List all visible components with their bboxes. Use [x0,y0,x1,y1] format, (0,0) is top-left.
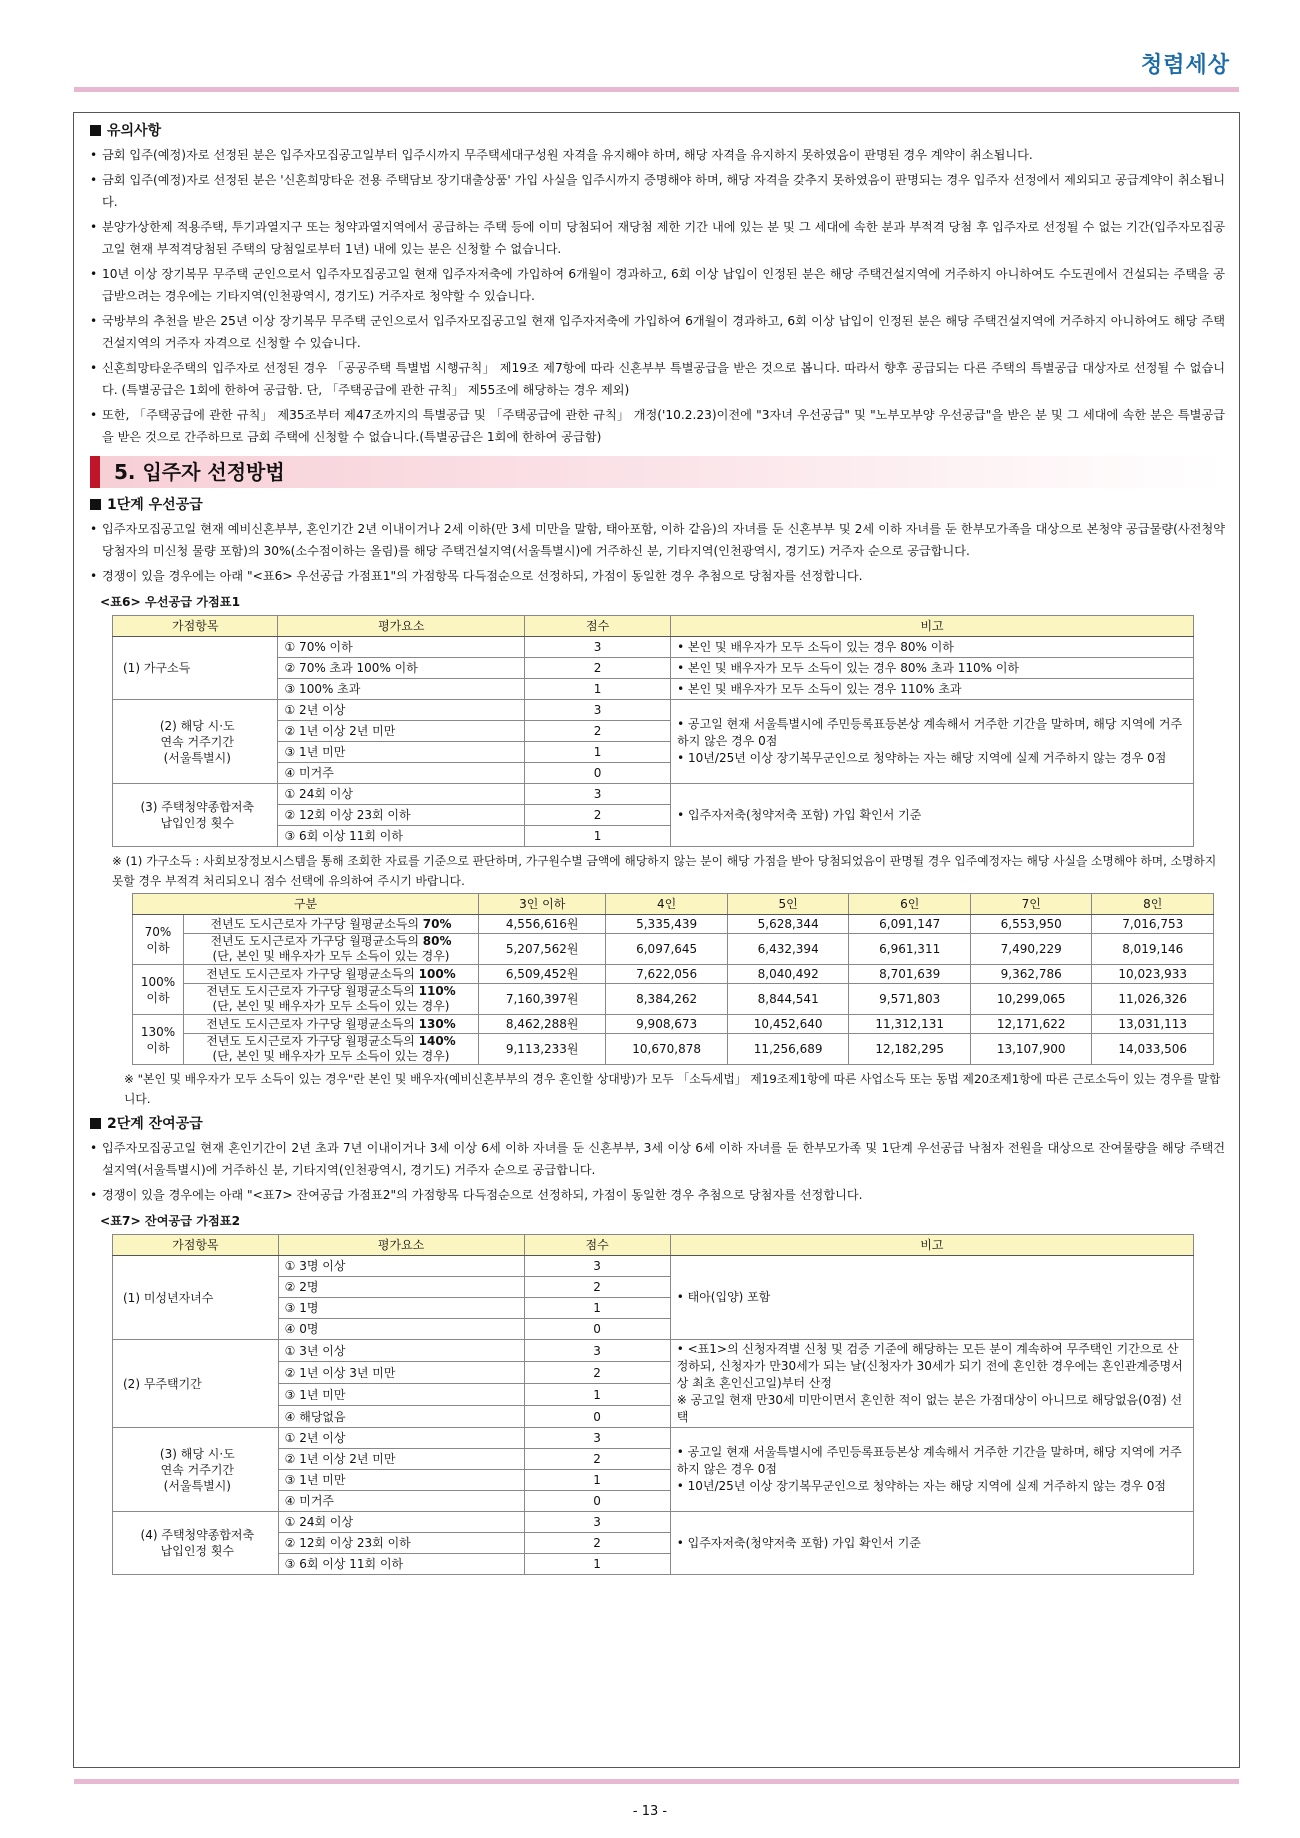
criterion: ① 3년 이상 [278,1340,524,1362]
section-mark [90,456,100,488]
table-row [133,965,1214,984]
income-value: 8,701,639 [849,965,971,984]
criterion: ② 12회 이상 23회 이하 [278,805,525,826]
income-value: 6,097,645 [606,934,728,965]
income-value: 6,091,147 [849,915,971,934]
income-value: 12,171,622 [970,1015,1092,1034]
criterion: ③ 100% 초과 [278,679,525,700]
stage2-heading [90,1113,1225,1135]
table-row [113,1512,1194,1533]
remark: • 공고일 현재 서울특별시에 주민등록표등본상 계속해서 거주한 기간을 말하며, 해당 지역에 거주하지 않은 경우 0점 • 10년/25년 이상 장기복무군인으로 청약하는 자는 해당 지역에 실제 거주하지 않는 경우 0점 [671,700,1194,784]
column-header: 7인 [970,894,1092,915]
score: 3 [524,1340,670,1362]
income-criterion [184,1034,479,1065]
square-bullet-icon [90,125,101,136]
bullet-item: • 입주자모집공고일 현재 예비신혼부부, 혼인기간 2년 이내이거나 2세 이하(만 3세 미만을 말함, 태아포함, 이하 같음)의 자녀를 둔 신혼부부 및 2세 이하 자녀를 둔 한부모가족을 대상으로 본청약 공급물량(사전청약 당첨자의 미신청 물량 포함)의 30%(소수점이하는 올림)를 해당 주택건설지역(서울특별시)에 거주하신 분, 기타지역(인천광역시, 경기도) 거주자 순으로 공급합니다. [90,518,1225,562]
stage1-title: 1단계 우선공급 [107,497,203,513]
score: 0 [524,1319,670,1340]
income-value: 7,016,753 [1092,915,1214,934]
bullet-item: • 분양가상한제 적용주택, 투기과열지구 또는 청약과열지역에서 공급하는 주택 등에 이미 당첨되어 재당첨 제한 기간 내에 있는 분 및 그 세대에 속한 분과 부적격 당첨 후 입주자로 선정될 수 없는 기간(입주자모집공고일 현재 부적격당첨된 주택의 당첨일로부터 1년) 내에 있는 분은 신청할 수 없습니다. [90,216,1225,260]
bullet-item: • 입주자모집공고일 현재 혼인기간이 2년 초과 7년 이내이거나 3세 이상 6세 이하 자녀를 둔 신혼부부, 3세 이상 6세 이하 자녀를 둔 한부모가족 및 1단계 우선공급 낙첨자 전원을 대상으로 잔여물량을 해당 주택건설지역(서울특별시)에 거주하신 분, 기타지역(인천광역시, 경기도) 거주자 순으로 공급합니다. [90,1137,1225,1181]
criterion: ③ 1년 미만 [278,1384,524,1406]
criterion-sub: (단, 본인 및 배우자가 모두 소득이 있는 경우) [212,999,450,1013]
stage2-list [90,1137,1225,1206]
content [90,118,1225,1575]
criterion: ② 1년 이상 2년 미만 [278,1449,524,1470]
table-row [133,1015,1214,1034]
bullet-item: • 10년 이상 장기복무 무주택 군인으로서 입주자모집공고일 현재 입주자저축에 가입하여 6개월이 경과하고, 6회 이상 납입이 인정된 분은 해당 주택건설지역에 거주하지 아니하여도 수도권에서 건설되는 주택을 공급받으려는 경우에는 기타지역(인천광역시, 경기도) 거주자로 청약할 수 있습니다. [90,263,1225,307]
remark: • 입주자저축(청약저축 포함) 가입 확인서 기준 [670,1512,1193,1575]
logo [1141,48,1230,79]
income-value: 9,362,786 [970,965,1092,984]
income-value: 9,571,803 [849,984,971,1015]
column-header: 가점항목 [113,1235,279,1256]
column-header: 평가요소 [278,1235,524,1256]
income-value: 14,033,506 [1092,1034,1214,1065]
criterion-text: 전년도 도시근로자 가구당 월평균소득의 [210,916,423,931]
income-value: 6,509,452원 [479,965,606,984]
section-header [90,456,1225,488]
income-value: 10,670,878 [606,1034,728,1065]
income-criterion [184,984,479,1015]
income-band: 70% 이하 [133,915,184,965]
criterion-text: 전년도 도시근로자 가구당 월평균소득의 [206,1034,419,1048]
income-value: 6,961,311 [849,934,971,965]
bullet-item: • 신혼희망타운주택의 입주자로 선정된 경우 「공공주택 특별법 시행규칙」 제19조 제7항에 따라 신혼부부 특별공급을 받은 것으로 봅니다. 따라서 향후 공급되는 다른 주택의 특별공급 대상자로 선정될 수 없습니다. (특별공급은 1회에 한하여 공급함. 단, 「주택공급에 관한 규칙」 제55조에 해당하는 경우 제외) [90,357,1225,401]
score: 1 [524,1554,670,1575]
score: 3 [525,637,671,658]
income-value: 9,113,233원 [479,1034,606,1065]
score: 1 [525,826,671,847]
remark: • 본인 및 배우자가 모두 소득이 있는 경우 110% 초과 [671,679,1194,700]
column-header: 평가요소 [278,616,525,637]
criterion-percent: 100% [418,966,456,981]
income-value: 5,335,439 [606,915,728,934]
income-criterion [184,1015,479,1034]
criterion: ④ 0명 [278,1319,524,1340]
income-criterion [184,934,479,965]
stage1-heading [90,494,1225,516]
logo-text: 청렴세상 [1140,53,1230,78]
footer-rule [74,1779,1239,1784]
income-value: 11,256,689 [727,1034,849,1065]
income-value: 12,182,295 [849,1034,971,1065]
score: 0 [525,763,671,784]
bullet-item: • 금회 입주(예정)자로 선정된 분은 '신혼희망타운 전용 주택담보 장기대출상품' 가입 사실을 입주시까지 증명해야 하며, 해당 자격을 갖추지 못하였음이 판명되는 경우 입주자 선정에서 제외되고 공급계약이 취소됩니다. [90,169,1225,213]
income-value: 11,026,326 [1092,984,1214,1015]
bullet-item: • 금회 입주(예정)자로 선정된 분은 입주자모집공고일부터 입주시까지 무주택세대구성원 자격을 유지해야 하며, 해당 자격을 유지하지 못하였음이 판명된 경우 계약이 취소됩니다. [90,144,1225,166]
score: 1 [524,1384,670,1406]
criterion: ③ 1년 미만 [278,1470,524,1491]
bullet-item: • 또한, 「주택공급에 관한 규칙」 제35조부터 제47조까지의 특별공급 및 「주택공급에 관한 규칙」 개정('10.2.23)이전에 "3자녀 우선공급" 및 "노부모부양 우선공급"을 받은 분 및 그 세대에 속한 분은 특별공급을 받은 것으로 간주하므로 금회 주택에 신청할 수 없습니다.(특별공급은 1회에 한하여 공급함) [90,404,1225,448]
criterion: ① 3명 이상 [278,1256,524,1277]
criterion-percent: 70% [422,916,452,931]
income-value: 10,299,065 [970,984,1092,1015]
table-row [113,1340,1194,1362]
score: 2 [525,658,671,679]
criterion-text: 전년도 도시근로자 가구당 월평균소득의 [206,1016,419,1031]
remark: • 입주자저축(청약저축 포함) 가입 확인서 기준 [671,784,1194,847]
score: 0 [524,1491,670,1512]
criterion: ③ 6회 이상 11회 이하 [278,1554,524,1575]
criterion: ② 12회 이상 23회 이하 [278,1533,524,1554]
score-item: (1) 미성년자녀수 [113,1256,279,1340]
score: 2 [524,1449,670,1470]
income-value: 8,040,492 [727,965,849,984]
column-header: 점수 [525,616,671,637]
column-header: 비고 [671,616,1194,637]
score: 0 [524,1406,670,1428]
score-item: (1) 가구소득 [113,637,278,700]
criterion-text: 전년도 도시근로자 가구당 월평균소득의 [206,984,419,998]
column-header: 비고 [670,1235,1193,1256]
criterion: ① 24회 이상 [278,1512,524,1533]
table-row [133,915,1214,934]
criterion-text: 전년도 도시근로자 가구당 월평균소득의 [210,934,423,948]
remark: • <표1>의 신청자격별 신청 및 검증 기준에 해당하는 모든 분이 계속하여 무주택인 기간으로 산정하되, 신청자가 만30세가 되는 날(신청자가 30세가 되기 전에 혼인한 경우에는 혼인관계증명서상 최초 혼인신고일)부터 산정 ※ 공고일 현재 만30세 미만이면서 혼인한 적이 없는 분은 가점대상이 아니므로 해당없음(0점) 선택 [670,1340,1193,1428]
table7 [112,1234,1194,1575]
criterion: ① 70% 이하 [278,637,525,658]
score: 3 [525,700,671,721]
score: 2 [524,1533,670,1554]
score-item: (2) 해당 시·도 연속 거주기간 (서울특별시) [113,700,278,784]
table-row [133,1034,1214,1065]
criterion: ④ 미거주 [278,763,525,784]
table-row [113,1428,1194,1449]
table-row [113,700,1194,721]
income-value: 4,556,616원 [479,915,606,934]
criterion: ② 70% 초과 100% 이하 [278,658,525,679]
table6 [112,615,1194,847]
stage1-list [90,518,1225,587]
table-row [133,984,1214,1015]
bullet-item: • 국방부의 추천을 받은 25년 이상 장기복무 무주택 군인으로서 입주자모집공고일 현재 입주자저축에 가입하여 6개월이 경과하고, 6회 이상 납입이 인정된 분은 해당 주택건설지역에 거주하지 아니하여도 해당 주택건설지역의 거주자 자격으로 신청할 수 있습니다. [90,310,1225,354]
column-header: 구분 [133,894,479,915]
criterion: ② 2명 [278,1277,524,1298]
column-header: 3인 이하 [479,894,606,915]
criterion: ② 1년 이상 2년 미만 [278,721,525,742]
income-value: 5,207,562원 [479,934,606,965]
income-value: 10,023,933 [1092,965,1214,984]
notes-title: 유의사항 [107,123,162,139]
income-criterion [184,965,479,984]
income-band: 130% 이하 [133,1015,184,1065]
criterion: ① 24회 이상 [278,784,525,805]
score: 1 [525,679,671,700]
score: 1 [524,1470,670,1491]
section-title: 5. 입주자 선정방법 [114,460,285,484]
criterion-text: 전년도 도시근로자 가구당 월평균소득의 [206,966,419,981]
income-value: 8,384,262 [606,984,728,1015]
bullet-item: • 경쟁이 있을 경우에는 아래 "<표6> 우선공급 가점표1"의 가점항목 다득점순으로 선정하되, 가점이 동일한 경우 추첨으로 당첨자를 선정합니다. [90,565,1225,587]
bullet-item: • 경쟁이 있을 경우에는 아래 "<표7> 잔여공급 가점표2"의 가점항목 다득점순으로 선정하되, 가점이 동일한 경우 추첨으로 당첨자를 선정합니다. [90,1184,1225,1206]
income-band: 100% 이하 [133,965,184,1015]
income-value: 11,312,131 [849,1015,971,1034]
table7-caption: <표7> 잔여공급 가점표2 [100,1214,241,1228]
income-value: 10,452,640 [727,1015,849,1034]
criterion-percent: 80% [422,934,452,948]
income-value: 8,844,541 [727,984,849,1015]
header-rule [74,87,1239,92]
square-bullet-icon [90,1118,101,1129]
remark: • 본인 및 배우자가 모두 소득이 있는 경우 80% 이하 [671,637,1194,658]
page-number: - 13 - [632,1804,668,1819]
criterion: ③ 6회 이상 11회 이하 [278,826,525,847]
income-value: 7,622,056 [606,965,728,984]
score: 3 [525,784,671,805]
income-value: 8,462,288원 [479,1015,606,1034]
criterion: ② 1년 이상 3년 미만 [278,1362,524,1384]
score-item: (3) 주택청약종합저축 납입인정 횟수 [113,784,278,847]
income-criterion [184,915,479,934]
criterion: ① 2년 이상 [278,1428,524,1449]
income-footnote: ※ "본인 및 배우자가 모두 소득이 있는 경우"란 본인 및 배우자(예비신혼부부의 경우 혼인할 상대방)가 모두 「소득세법」 제19조제1항에 따른 사업소득 또는 동법 제20조제1항에 따른 근로소득이 있는 경우를 말합니다. [124,1072,1221,1106]
income-value: 7,490,229 [970,934,1092,965]
income-value: 6,553,950 [970,915,1092,934]
income-value: 13,031,113 [1092,1015,1214,1034]
table6-footnote: ※ (1) 가구소득 : 사회보장정보시스템을 통해 조회한 자료를 기준으로 판단하며, 가구원수별 금액에 해당하지 않는 분이 해당 가점을 받아 당첨되었음이 판명될 경우 입주예정자는 해당 사실을 소명해야 하며, 소명하지 못할 경우 부적격 처리되오니 점수 선택에 유의하여 주시기 바랍니다. [112,854,1217,888]
column-header: 6인 [849,894,971,915]
score: 3 [524,1512,670,1533]
column-header: 가점항목 [113,616,278,637]
table-row [133,934,1214,965]
table-row [113,637,1194,658]
criterion: ④ 해당없음 [278,1406,524,1428]
column-header: 5인 [727,894,849,915]
square-bullet-icon [90,499,101,510]
notes-list [90,144,1225,448]
criterion-sub: (단, 본인 및 배우자가 모두 소득이 있는 경우) [212,949,450,963]
stage2-title: 2단계 잔여공급 [107,1116,203,1132]
income-value: 9,908,673 [606,1015,728,1034]
criterion-percent: 110% [418,984,456,998]
column-header: 점수 [524,1235,670,1256]
income-value: 5,628,344 [727,915,849,934]
score: 2 [525,721,671,742]
column-header: 8인 [1092,894,1214,915]
remark: • 공고일 현재 서울특별시에 주민등록표등본상 계속해서 거주한 기간을 말하며, 해당 지역에 거주하지 않은 경우 0점 • 10년/25년 이상 장기복무군인으로 청약하는 자는 해당 지역에 실제 거주하지 않는 경우 0점 [670,1428,1193,1512]
score: 2 [524,1362,670,1384]
table-row [113,784,1194,805]
remark: • 본인 및 배우자가 모두 소득이 있는 경우 80% 초과 110% 이하 [671,658,1194,679]
notes-heading [90,120,1225,142]
score: 1 [525,742,671,763]
criterion-percent: 130% [418,1016,456,1031]
remark: • 태아(입양) 포함 [670,1256,1193,1340]
criterion-percent: 140% [418,1034,456,1048]
income-value: 13,107,900 [970,1034,1092,1065]
criterion: ③ 1년 미만 [278,742,525,763]
table-row [113,1256,1194,1277]
column-header: 4인 [606,894,728,915]
score-item: (4) 주택청약종합저축 납입인정 횟수 [113,1512,279,1575]
income-value: 8,019,146 [1092,934,1214,965]
score: 1 [524,1298,670,1319]
income-value: 6,432,394 [727,934,849,965]
score: 2 [524,1277,670,1298]
income-table [132,893,1214,1065]
score-item: (3) 해당 시·도 연속 거주기간 (서울특별시) [113,1428,279,1512]
score-item: (2) 무주택기간 [113,1340,279,1428]
score: 3 [524,1428,670,1449]
table6-caption: <표6> 우선공급 가점표1 [100,595,241,609]
score: 2 [525,805,671,826]
score: 3 [524,1256,670,1277]
criterion: ③ 1명 [278,1298,524,1319]
criterion: ④ 미거주 [278,1491,524,1512]
criterion: ① 2년 이상 [278,700,525,721]
income-value: 7,160,397원 [479,984,606,1015]
criterion-sub: (단, 본인 및 배우자가 모두 소득이 있는 경우) [212,1049,450,1063]
